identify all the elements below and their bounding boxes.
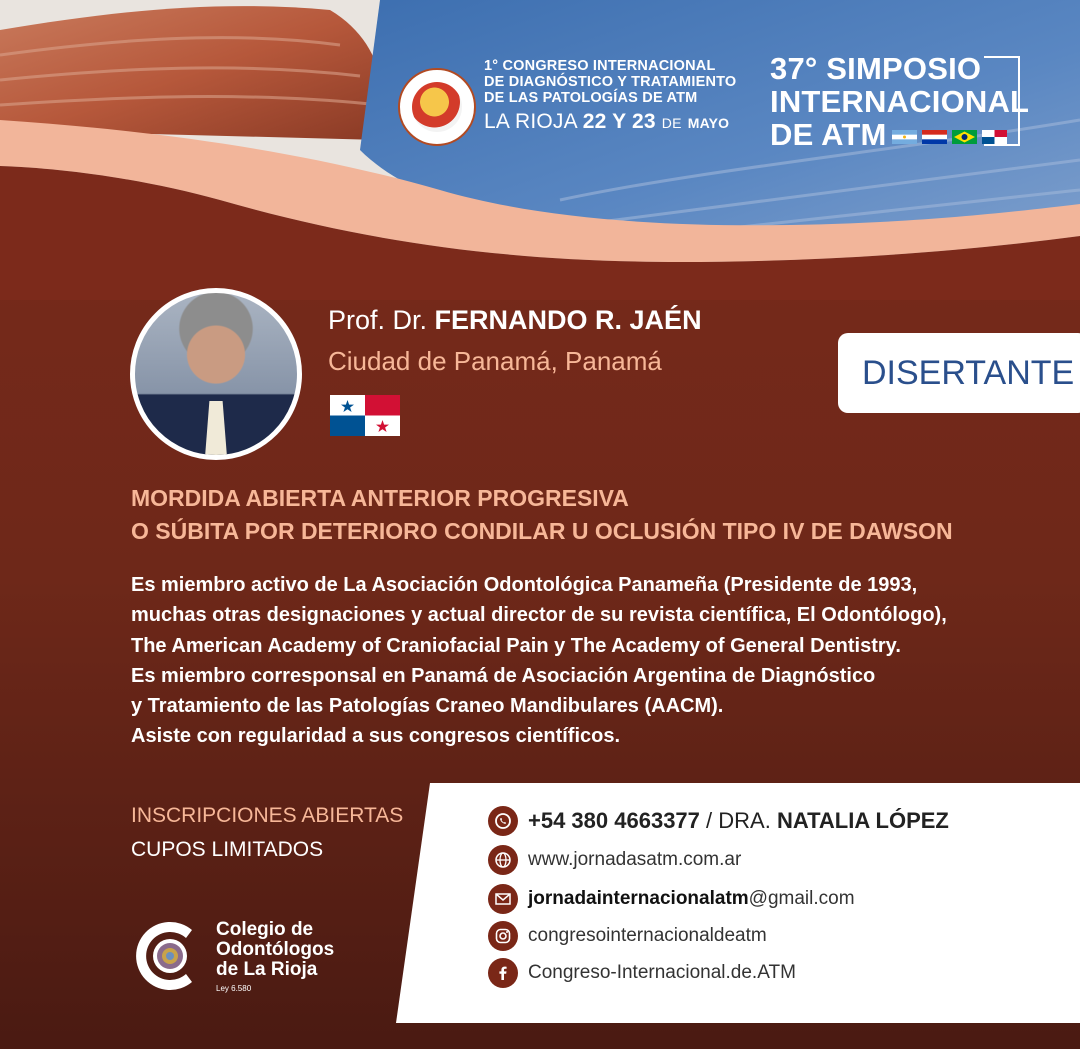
facebook-page[interactable]: Congreso-Internacional.de.ATM — [528, 962, 796, 983]
bio-line: Asiste con regularidad a sus congresos científicos. — [131, 725, 621, 748]
congress-logo — [398, 68, 476, 146]
talk-title — [131, 482, 953, 548]
congreso-line-3: DE LAS PATOLOGÍAS DE ATM — [484, 90, 698, 106]
globe-icon — [488, 845, 518, 875]
whatsapp-icon — [488, 806, 518, 836]
speaker-name: Prof. Dr. FERNANDO R. JAÉN — [328, 305, 702, 335]
bio-line: y Tratamiento de las Patologías Craneo Mandibulares (AACM). — [131, 695, 724, 718]
contact-instagram-row[interactable] — [488, 921, 767, 951]
colegio-logo — [132, 918, 208, 994]
country-flags — [892, 130, 1007, 144]
simposio-line-3: DE ATM — [770, 117, 887, 152]
bio-line: muchas otras designaciones y actual director de su revista científica, El Odontólogo), — [131, 604, 947, 627]
talk-line-2: O SÚBITA POR DETERIORO CONDILAR U OCLUSIÓN TIPO IV DE DAWSON — [131, 518, 953, 544]
contact-email-row[interactable] — [488, 884, 855, 914]
role-badge: DISERTANTE — [838, 333, 1080, 413]
panama-flag — [330, 395, 400, 436]
website-link[interactable]: www.jornadasatm.com.ar — [528, 849, 742, 870]
mail-icon — [488, 884, 518, 914]
registration-open: INSCRIPCIONES ABIERTAS — [131, 804, 404, 827]
bio-line: Es miembro activo de La Asociación Odontológica Panameña (Presidente de 1993, — [131, 574, 918, 596]
brazil-flag — [952, 130, 977, 144]
paraguay-flag — [922, 130, 947, 144]
ley-number: Ley 6.580 — [216, 984, 252, 993]
simposio-line-1: 37° SIMPOSIO — [770, 51, 982, 86]
panama-flag-small — [982, 130, 1007, 144]
registration-limited: CUPOS LIMITADOS — [131, 838, 324, 861]
contact-name: NATALIA LÓPEZ — [776, 808, 949, 833]
contact-phone[interactable]: +54 380 4663377 — [528, 808, 700, 833]
instagram-handle[interactable]: congresointernacionaldeatm — [528, 925, 767, 946]
congreso-line-2: DE DIAGNÓSTICO Y TRATAMIENTO — [484, 74, 737, 90]
contact-facebook-row[interactable] — [488, 958, 796, 988]
talk-line-1: MORDIDA ABIERTA ANTERIOR PROGRESIVA — [131, 485, 629, 511]
contact-phone-row[interactable] — [488, 806, 949, 836]
congreso-line-1: 1° CONGRESO INTERNACIONAL — [484, 58, 716, 74]
speaker-photo — [130, 288, 302, 460]
colegio-name: Colegio de Odontólogos de La Rioja Ley 6.580 — [216, 919, 335, 993]
contact-website-row[interactable] — [488, 845, 741, 875]
contact-sep: / DRA. — [706, 808, 771, 833]
bio-line: Es miembro corresponsal en Panamá de Asociación Argentina de Diagnóstico — [131, 664, 876, 687]
speaker-bio — [131, 570, 947, 752]
argentina-flag — [892, 130, 917, 144]
email-link[interactable]: jornadainternacionalatm@gmail.com — [528, 888, 855, 909]
speaker-city: Ciudad de Panamá, Panamá — [328, 346, 662, 376]
instagram-icon — [488, 921, 518, 951]
congreso-title — [484, 58, 736, 135]
bio-line: The American Academy of Craniofacial Pain y The Academy of General Dentistry. — [131, 634, 901, 657]
simposio-line-2: INTERNACIONAL — [770, 84, 1030, 119]
congreso-date: LA RIOJA 22 Y 23 DE MAYO — [484, 110, 730, 133]
facebook-icon — [488, 958, 518, 988]
